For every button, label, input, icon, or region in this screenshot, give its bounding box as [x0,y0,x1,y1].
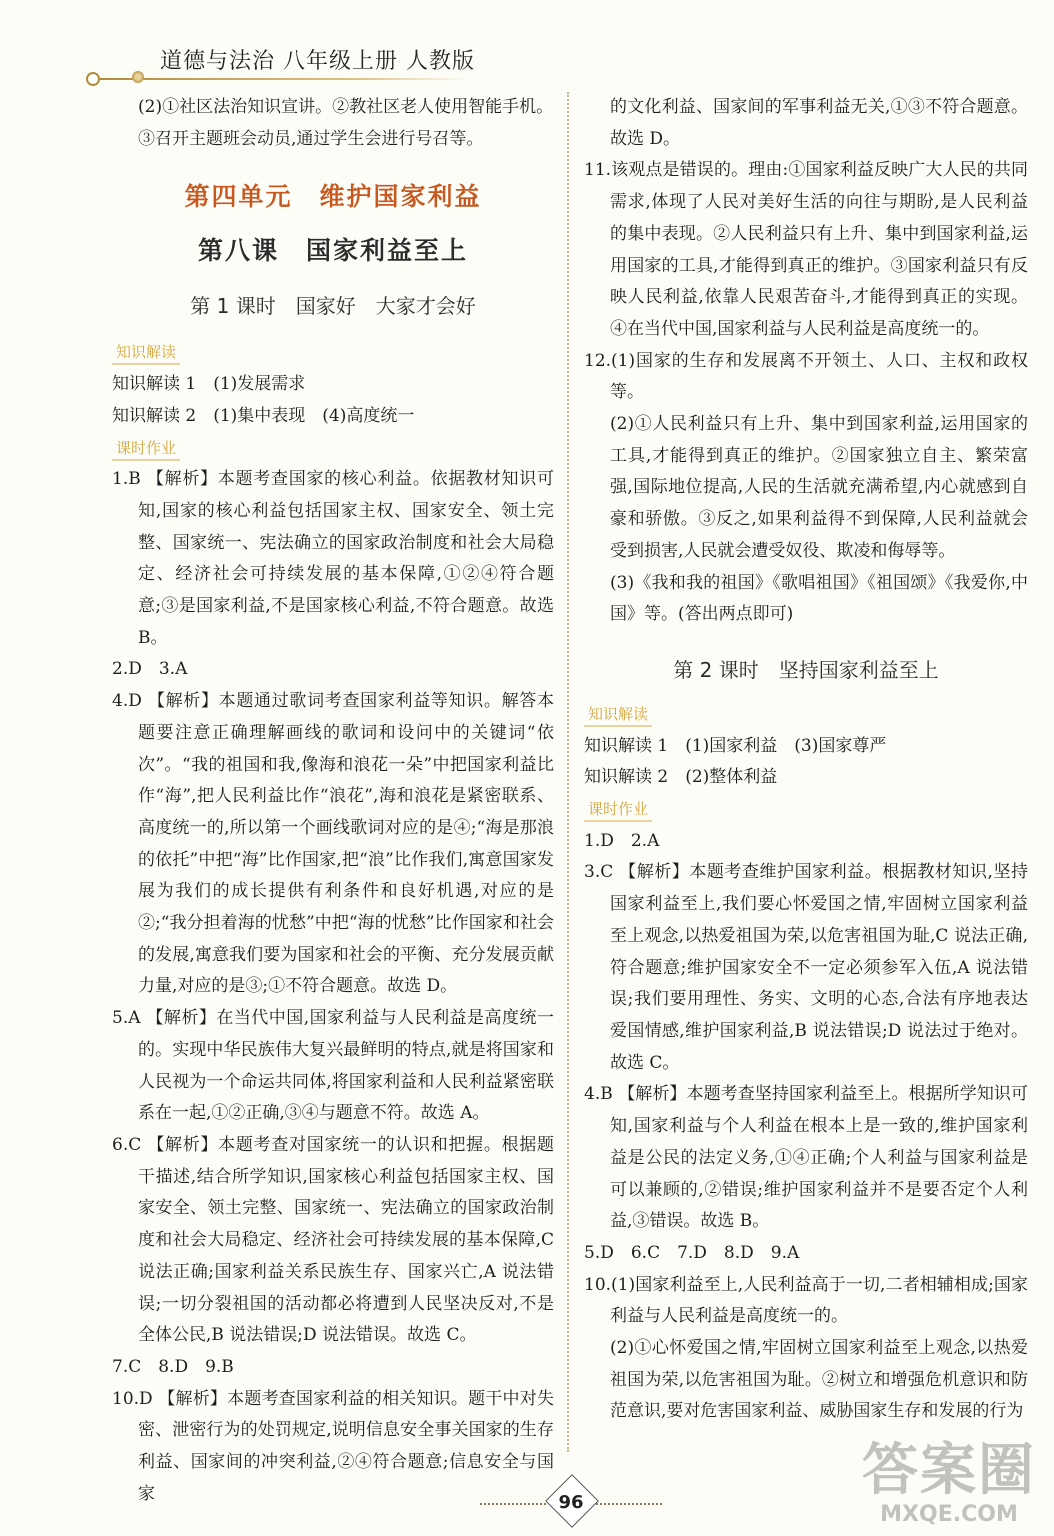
answer-item: 1.B 【解析】本题考查国家的核心利益。依据教材知识可知,国家的核心利益包括国家主权、国家安全、领土完整、国家统一、宪法确立的国家政治制度和社会大局稳定、经济社会可持续发展的基本保障,①②④符合题意;③是国家利益,不是国家核心利益,不符合题意。故选 B。 [112,469,554,648]
answer-item: 10.(1)国家利益至上,人民利益高于一切,二者相辅相成;国家利益与人民利益是高度统一的。 [584,1274,1028,1327]
page-header [0,0,1054,90]
knowledge-line: 知识解读 2 (2)整体利益 [584,767,778,788]
answer-item: 4.D 【解析】本题通过歌词考查国家利益等知识。解答本题要注意正确理解画线的歌词和设问中的关键词“依次”。“我的祖国和我,像海和浪花一朵”中把国家利益比作“海”,把人民利益比作“浪花”,海和浪花是紧密联系、高度统一的,所以第一个画线歌词对应的是④;“海是那浪的依托”中把“海”比作国家,把“浪”比作我们,寓意国家发展为我们的成长提供有利条件和良好机遇,对应的是②;“我分担着海的忧愁”中把“海的忧愁”比作国家和社会的发展,寓意我们要为国家和社会的平衡、充分发展贡献力量,对应的是③;①不符合题意。故选 D。 [112,691,554,997]
header-ornament-ring [86,72,100,86]
answer-item: 6.C 【解析】本题考查对国家统一的认识和把握。根据题干描述,结合所学知识,国家核心利益包括国家主权、国家安全、领土完整、国家统一、宪法确立的国家政治制度和社会大局稳定、经济社会可持续发展的基本保障,C 说法正确;国家利益关系民族生存、国家兴亡,A 说法错误;一切分裂祖国的活动都必将遭到人民坚决反对,不是全体公民,B 说法错误;D 说法错误。故选 C。 [112,1134,554,1346]
answer-subitem: (3)《我和我的祖国》《歌唱祖国》《祖国颂》《我爱你,中国》等。(答出两点即可) [610,572,1028,625]
book-title: 道德与法治 八年级上册 人教版 [160,49,475,74]
knowledge-line: 知识解读 2 (1)集中表现 (4)高度统一 [112,405,415,426]
answer-item: 5.A 【解析】在当代中国,国家利益与人民利益是高度统一的。实现中华民族伟大复兴最鲜明的特点,就是将国家和人民视为一个命运共同体,将国家利益和人民利益紧密联系在一起,①②正确,③④与题意不符。故选 A。 [112,1008,554,1124]
answer-continuation: 的文化利益、国家间的军事利益无关,①③不符合题意。故选 D。 [610,97,1028,149]
answer-item: 11.该观点是错误的。理由:①国家利益反映广大人民的共同需求,体现了人民对美好生活的向往与期盼,是人民利益的集中表现。②人民利益只有上升、集中到国家利益,运用国家的工具,才能得到真正的维护。③国家利益只有反映人民利益,依靠人民艰苦奋斗,才能得到真正的实现。④在当代中国,国家利益与人民利益是高度统一的。 [584,160,1028,339]
intro-line-1: (2)①社区法治知识宣讲。②教社区老人使用智能手机。 [138,97,554,117]
answer-subitem: (2)①心怀爱国之情,牢固树立国家利益至上观念,以热爱祖国为荣,以危害祖国为耻。②树立和增强危机意识和防范意识,要对危害国家利益、威胁国家生存和发展的行为 [610,1338,1028,1422]
answer-item: 4.B 【解析】本题考查坚持国家利益至上。根据所学知识可知,国家利益与个人利益在根本上是一致的,维护国家利益是公民的法定义务,①④正确;个人利益与国家利益是可以兼顾的,②错误;维护国家利益并不是要否定个人利益,③错误。故选 B。 [584,1084,1028,1232]
footer-dotted-line-right [596,1503,662,1505]
answer-item: 7.C 8.D 9.B [112,1356,234,1377]
site-watermark [862,1440,1036,1528]
period-title-1: 第 1 课时 国家好 大家才会好 [190,294,476,319]
answer-item: 5.D 6.C 7.D 8.D 9.A [584,1242,800,1263]
answer-item: 1.D 2.A [584,830,660,851]
knowledge-line: 知识解读 1 (1)发展需求 [112,374,306,395]
lesson-title: 第八课 国家利益至上 [197,236,468,266]
answer-item: 10.D 【解析】本题考查国家利益的相关知识。题干中对失密、泄密行为的处罚规定,说明信息安全事关国家的生存利益、国家间的冲突利益,②④符合题意;信息安全与国家 [112,1388,554,1504]
unit-title: 第四单元 维护国家利益 [184,182,482,212]
watermark-text: 答案圈 [862,1438,1036,1503]
right-column [584,92,1028,1428]
answer-subitem: (2)①人民利益只有上升、集中到国家利益,运用国家的工具,才能得到真正的维护。②国家独立自主、繁荣富强,国际地位提高,人民的生活就充满希望,内心就感到自豪和骄傲。③反之,如果利益得不到保障,人民利益就会受到损害,人民就会遭受奴役、欺凌和侮辱等。 [610,414,1028,561]
intro-line-2: ③召开主题班会动员,通过学生会进行号召等。 [138,128,484,149]
answer-item: 2.D 3.A [112,659,188,680]
page-number: 96 [558,1492,584,1513]
section-tag-knowledge: 知识解读 [112,341,180,365]
column-divider [567,92,569,1452]
answer-item: 3.C 【解析】本题考查维护国家利益。根据教材知识,坚持国家利益至上,我们要心怀爱国之情,牢固树立国家利益至上观念,以热爱祖国为荣,以危害祖国为耻,C 说法正确,符合题意;维护国家安全不一定必须参军入伍,A 说法错误;我们要用理性、务实、文明的心态,合法有序地表达爱国情感,维护国家利益,B 说法错误;D 说法过于绝对。故选 C。 [584,862,1028,1073]
section-tag-homework: 课时作业 [584,798,652,822]
section-tag-homework: 课时作业 [112,437,180,461]
left-column [112,92,554,1510]
knowledge-line: 知识解读 1 (1)国家利益 (3)国家尊严 [584,735,887,756]
period-title-2: 第 2 课时 坚持国家利益至上 [673,657,939,682]
footer-dotted-line-left [480,1503,546,1505]
answer-item: 12.(1)国家的生存和发展离不开领土、人口、主权和政权等。 [584,350,1028,403]
watermark-url: MXQE.COM [880,1502,1018,1527]
section-tag-knowledge: 知识解读 [584,703,652,727]
header-ornament-bead [132,71,144,83]
header-rule [100,78,470,80]
